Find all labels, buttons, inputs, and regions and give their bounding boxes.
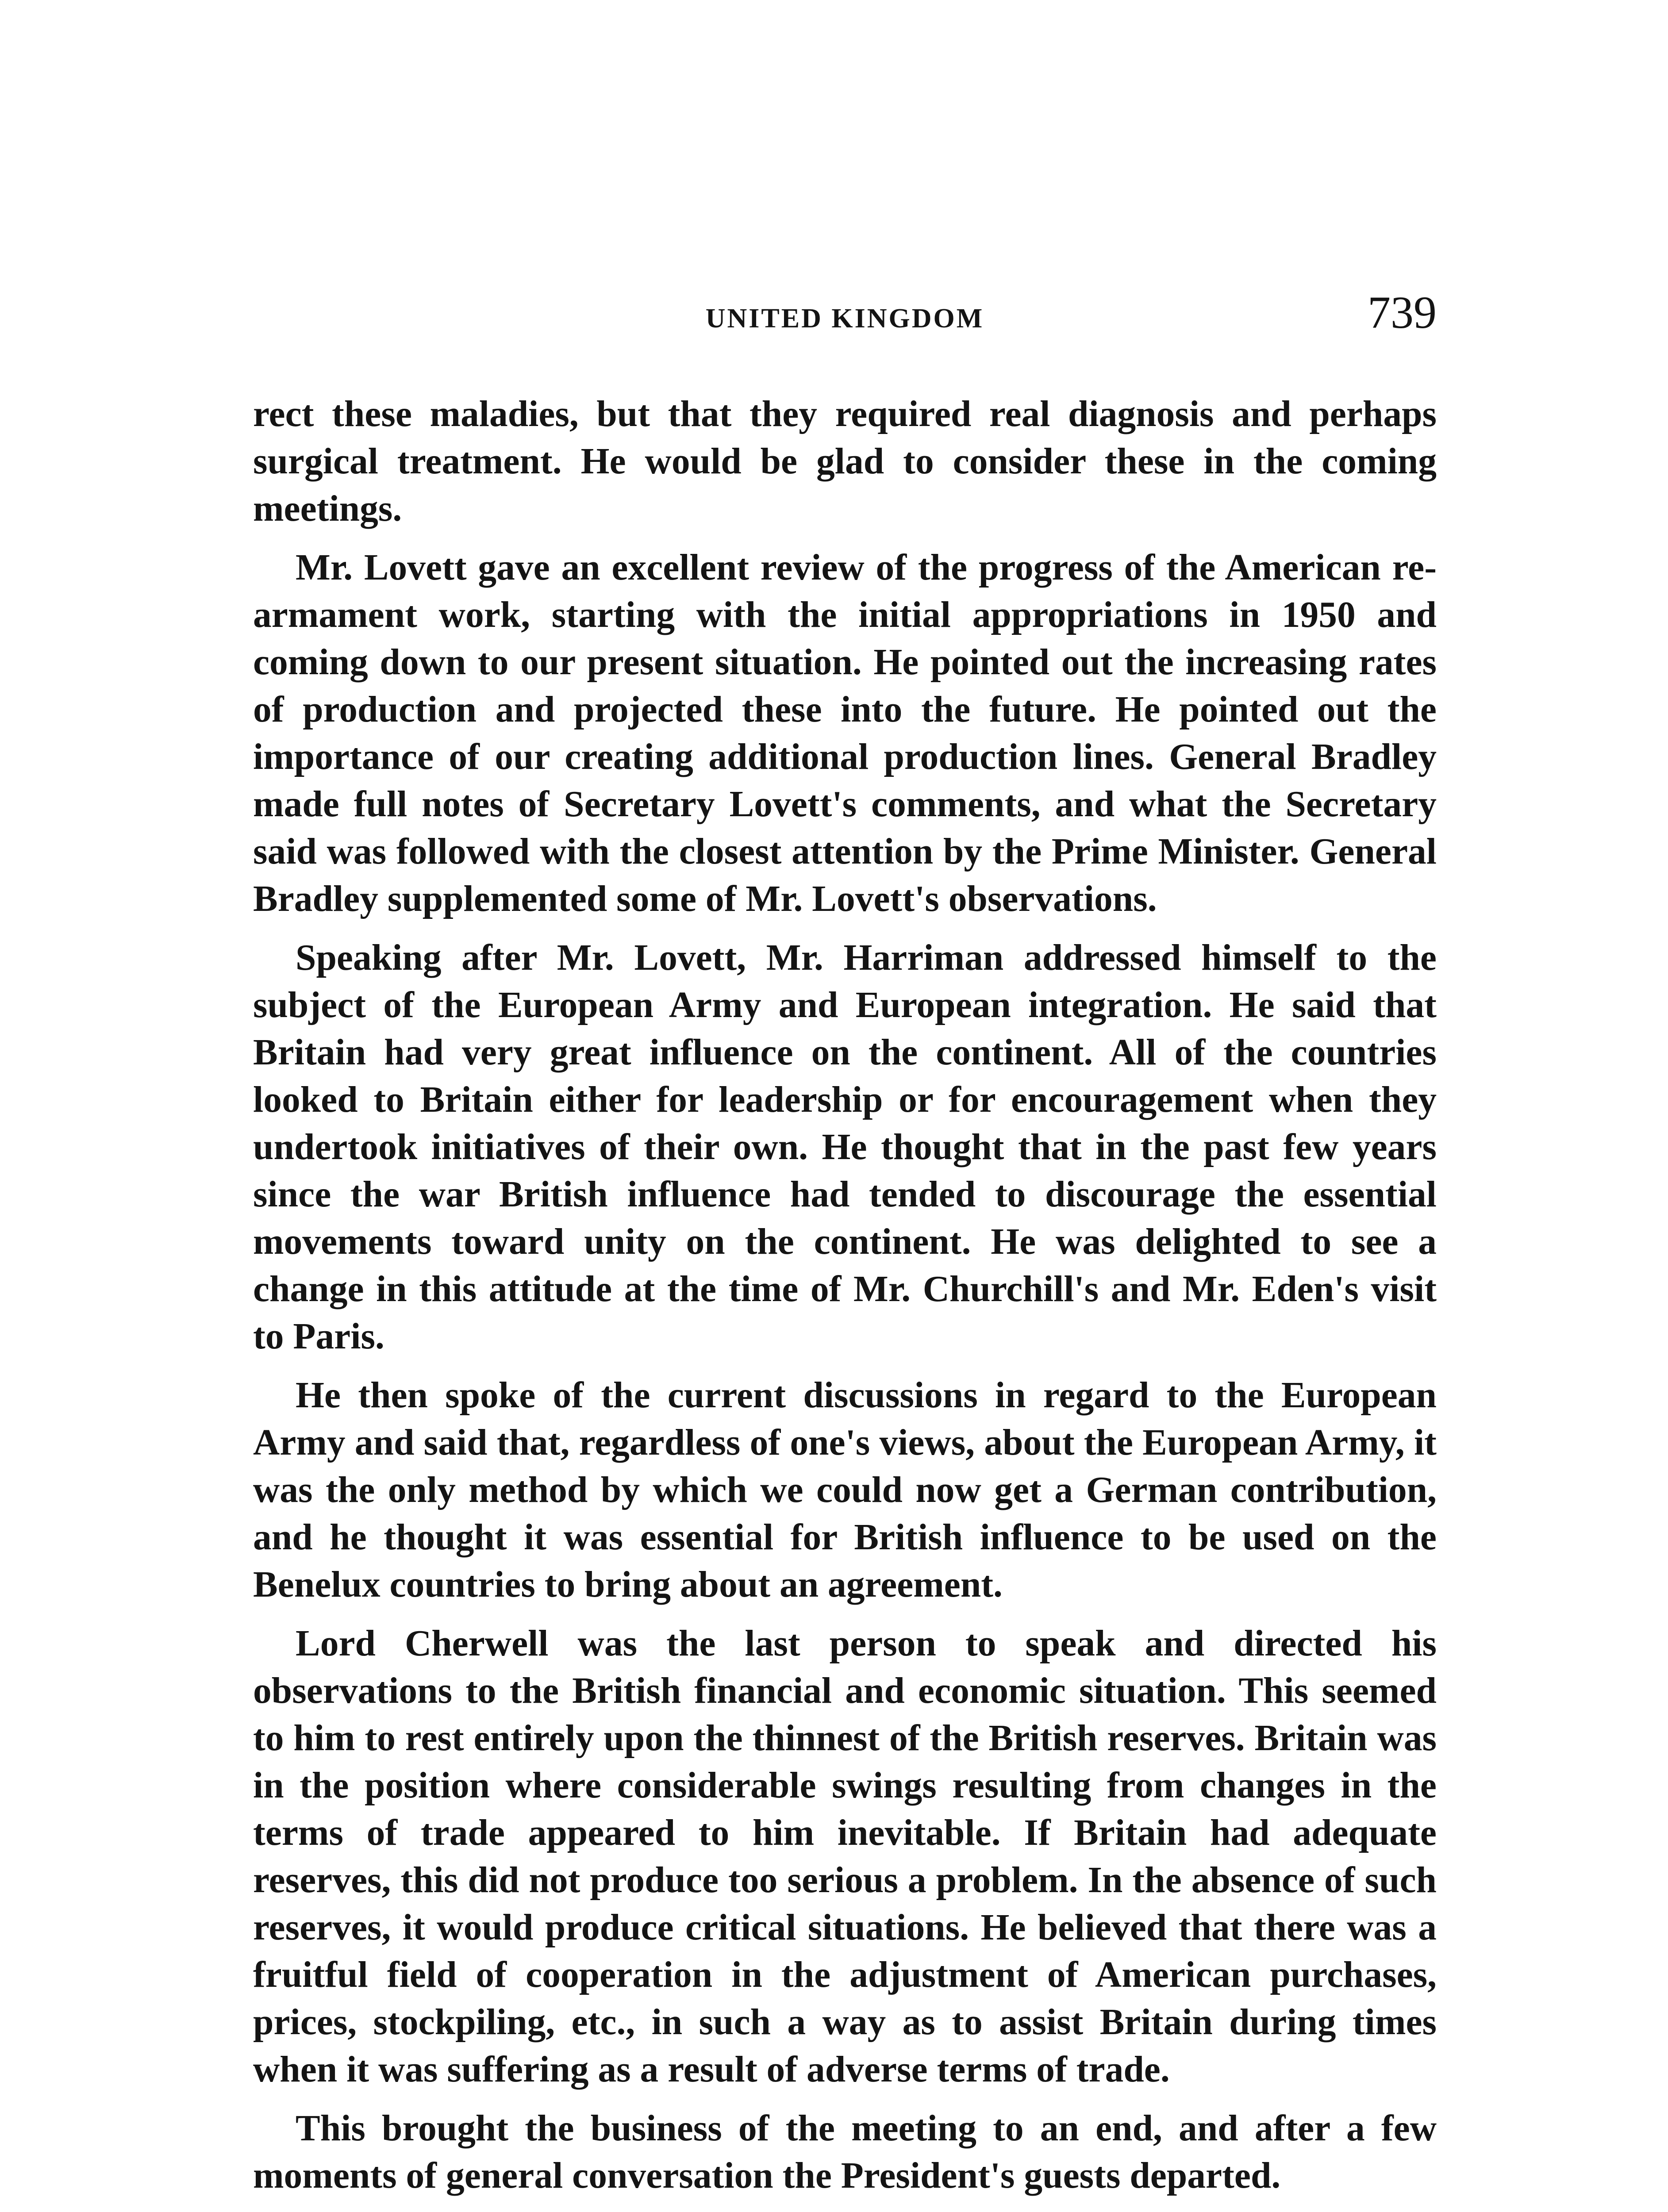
paragraph-european-army: He then spoke of the current discussions in regard to the European Army and said that, regardless of one's views, about the European Army, it was the only method by which we could now get a German contribution, and he thought it was essential for British influence to be used on the Benelux countries to bring about an agreement.: [253, 1375, 1437, 1605]
document-page: [253, 287, 1437, 2211]
page-number: 739: [1368, 287, 1437, 338]
paragraph-cherwell-remarks: Lord Cherwell was the last person to speak and directed his observations to the British financial and economic situation. This seemed to him to rest entirely upon the thinnest of the British reserves. Britain was in the position where considerable swings resulting from changes in the terms of trade appeared to him inevitable. If Britain had adequate reserves, this did not produce too serious a problem. In the absence of such reserves, it would produce critical situations. He believed that there was a fruitful field of cooperation in the adjustment of American purchases, prices, stockpiling, etc., in such a way as to assist Britain during times when it was suffering as a result of adverse terms of trade.: [253, 1623, 1437, 2090]
running-title: UNITED KINGDOM: [705, 303, 984, 334]
paragraph-harriman-remarks: Speaking after Mr. Lovett, Mr. Harriman addressed himself to the subject of the European Army and European integration. He said that Britain had very great influence on the continent. All of the countries looked to Britain either for leadership or for encouragement when they undertook initiatives of their own. He thought that in the past few years since the war British influence had tended to discourage the essential movements toward unity on the continent. He was delighted to see a change in this attitude at the time of Mr. Churchill's and Mr. Eden's visit to Paris.: [253, 937, 1437, 1357]
paragraph-meeting-end: This brought the business of the meeting to an end, and after a few moments of general conversation the President's guests departed.: [253, 2108, 1437, 2196]
body-text: [253, 391, 1437, 2200]
paragraph-lovett-review: Mr. Lovett gave an excellent review of the progress of the American re-armament work, starting with the initial appropriations in 1950 and coming down to our present situation. He pointed out the increasing rates of production and projected these into the future. He pointed out the importance of our creating additional production lines. General Bradley made full notes of Secretary Lovett's comments, and what the Secretary said was followed with the closest attention by the Prime Minister. General Bradley supplemented some of Mr. Lovett's observations.: [253, 547, 1437, 919]
running-head: [253, 287, 1437, 338]
paragraph-continuation: rect these maladies, but that they required real diagnosis and perhaps surgical treatment. He would be glad to consider these in the coming meetings.: [253, 394, 1437, 529]
